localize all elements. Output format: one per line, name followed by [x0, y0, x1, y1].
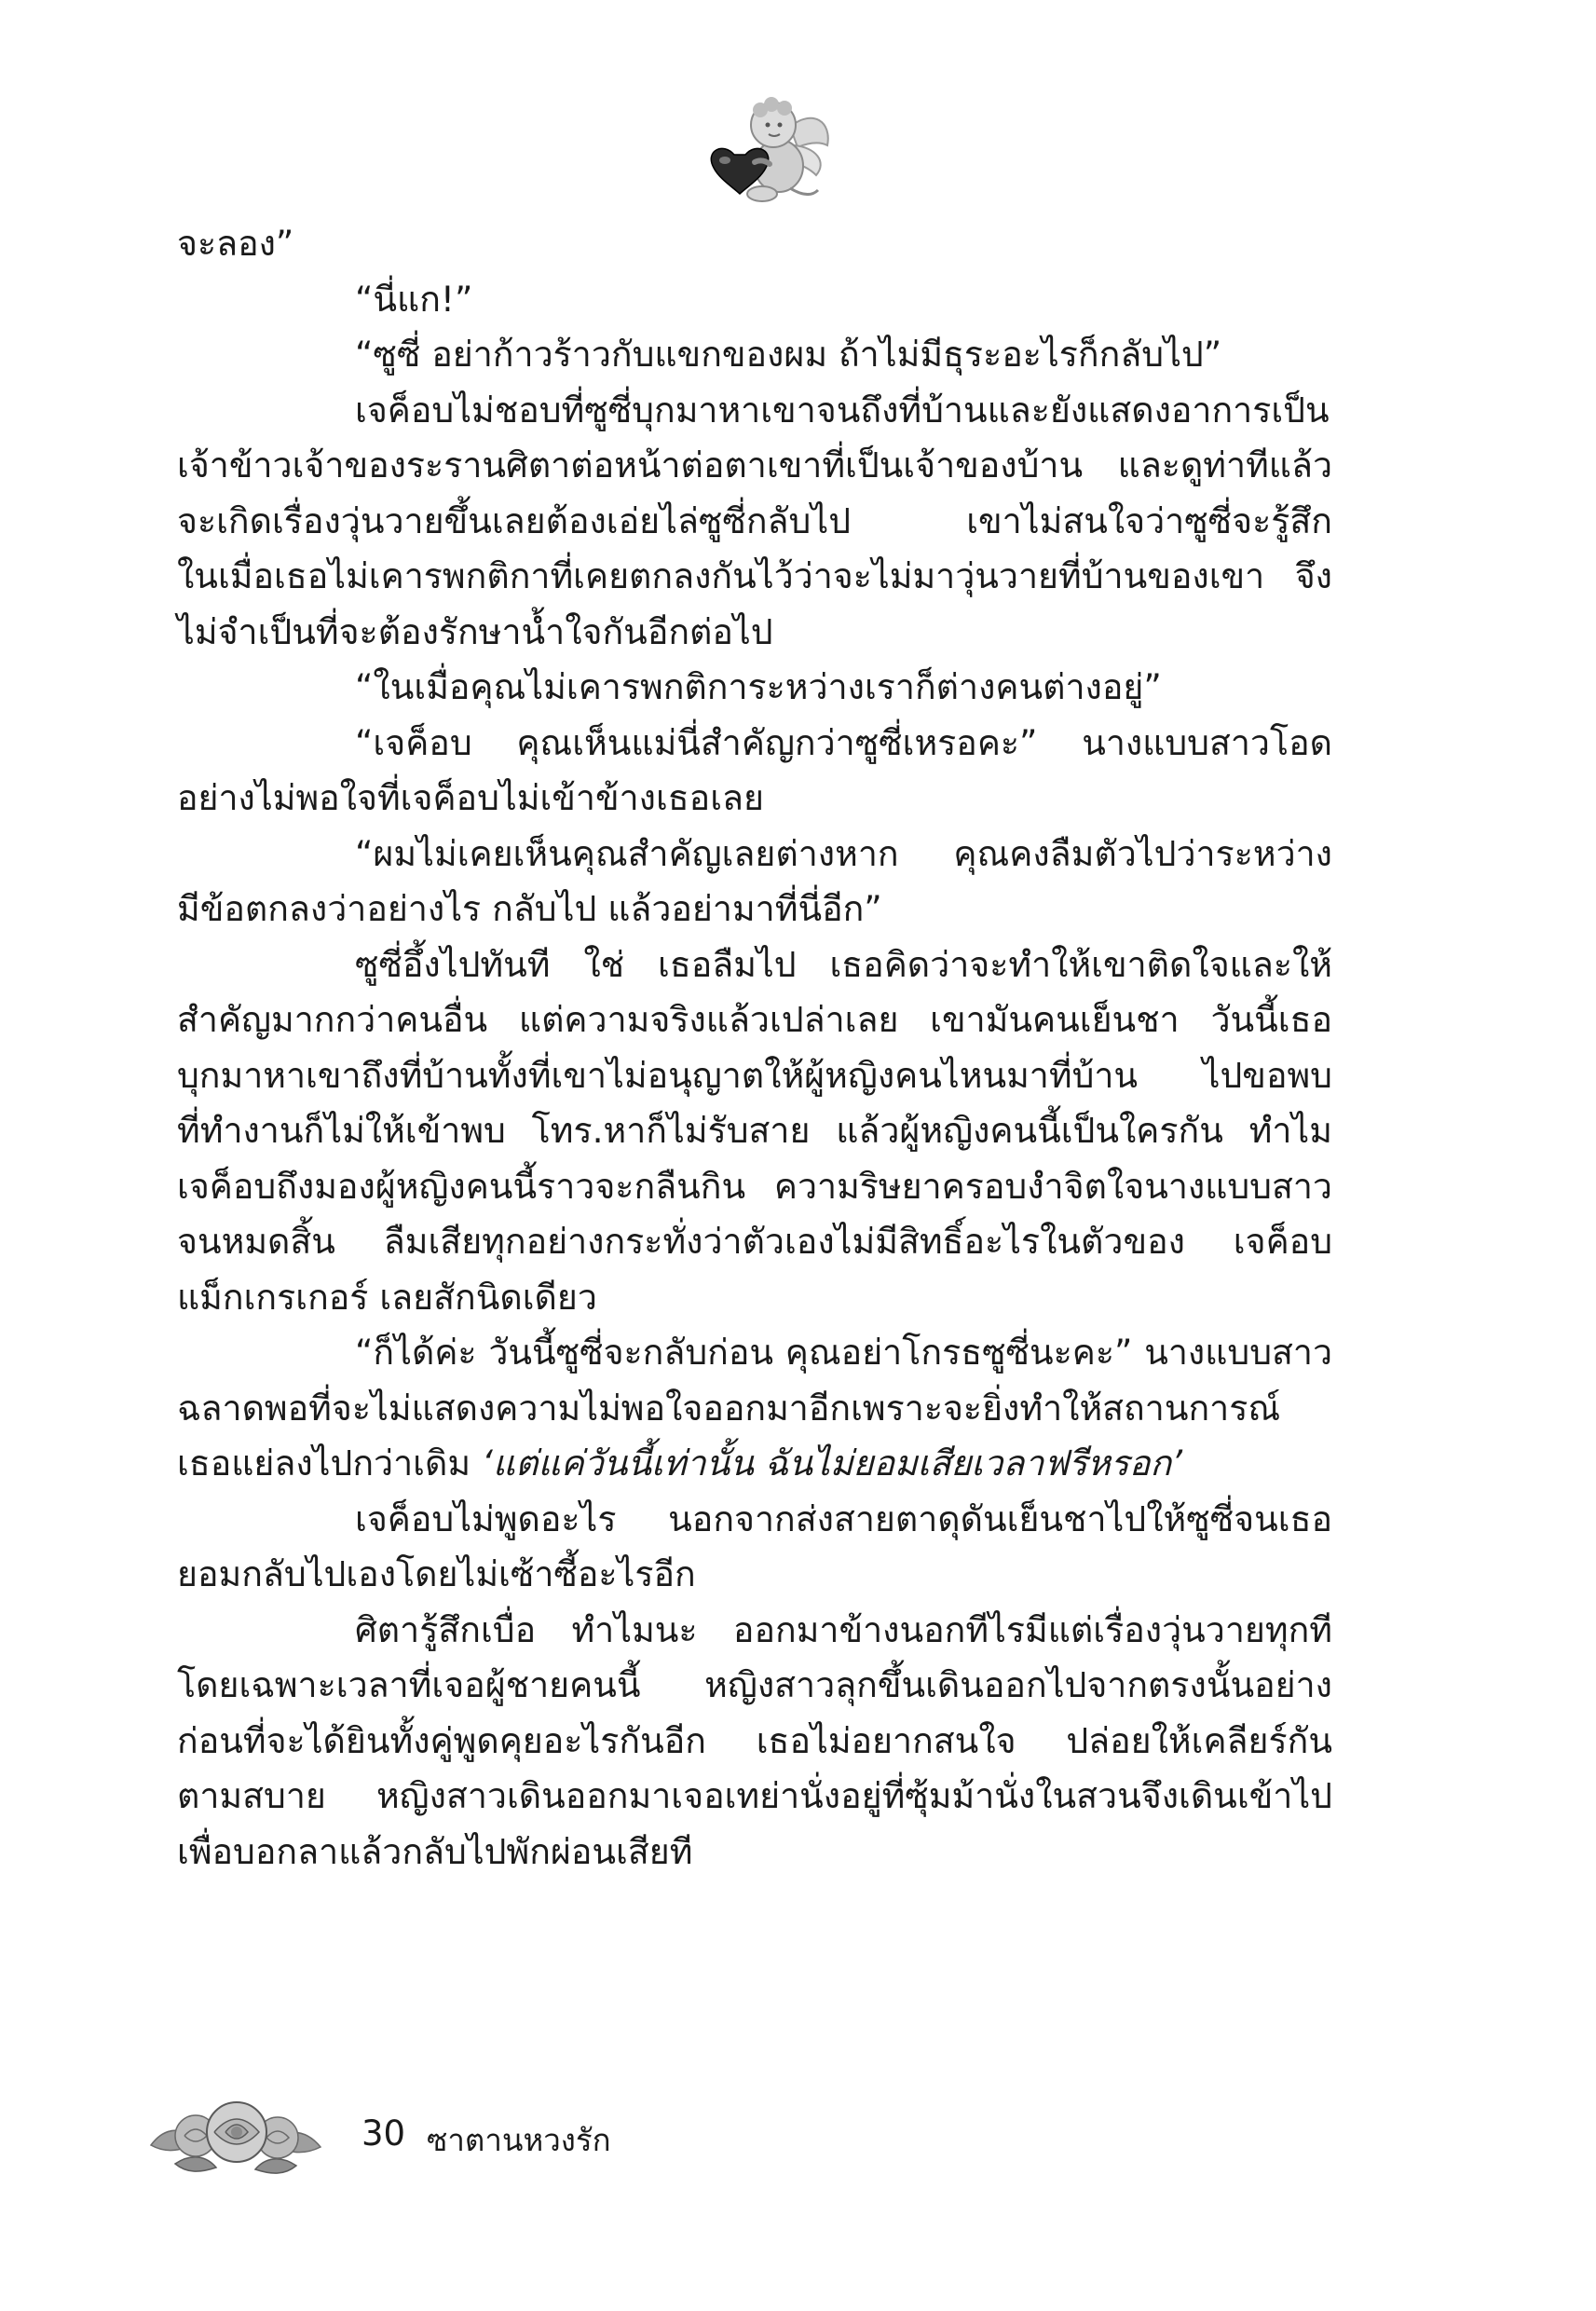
text-line	[177, 1325, 1332, 1381]
text-line	[177, 1769, 1332, 1825]
text-line	[177, 882, 1332, 937]
text-line-content: “ซูซี่ อย่าก้าวร้าวกับแขกของผม ถ้าไม่มีธุระอะไรก็กลับไป”	[355, 334, 1222, 375]
text-line	[177, 327, 1332, 383]
text-line-content: บุกมาหาเขาถึงที่บ้านทั้งที่เขาไม่อนุญาตให้ผู้หญิงคนไหนมาที่บ้าน ไปขอพบ	[177, 1054, 1332, 1096]
text-line	[177, 494, 1332, 550]
text-line-content: จะลอง”	[177, 223, 294, 264]
text-line	[177, 1547, 1332, 1603]
text-line	[177, 1492, 1332, 1548]
text-line-content: เพื่อบอกลาแล้วกลับไปพักผ่อนเสียที	[177, 1830, 693, 1872]
rose-bouquet-icon	[147, 2087, 324, 2181]
text-line-content: เจ้าข้าวเจ้าของระรานศิตาต่อหน้าต่อตาเขาที่เป็นเจ้าของบ้าน และดูท่าทีแล้ว	[177, 444, 1332, 485]
text-line	[177, 1103, 1332, 1159]
body-text	[177, 216, 1332, 1880]
text-line-content: เจค็อบไม่ชอบที่ซูซี่บุกมาหาเขาจนถึงที่บ้านและยังแสดงอาการเป็น	[355, 389, 1330, 431]
text-line	[177, 438, 1332, 494]
cupid-with-heart-icon	[697, 89, 837, 211]
text-line-content: แม็กเกรเกอร์ เลยสักนิดเดียว	[177, 1276, 597, 1318]
text-line	[177, 605, 1332, 661]
text-line-content: ก่อนที่จะได้ยินทั้งคู่พูดคุยอะไรกันอีก เธอไม่อยากสนใจ ปล่อยให้เคลียร์กัน	[177, 1719, 1332, 1761]
text-line-content: ในเมื่อเธอไม่เคารพกติกาที่เคยตกลงกันไว้ว่าจะไม่มาวุ่นวายที่บ้านของเขา จึง	[177, 555, 1332, 596]
text-line	[177, 216, 1332, 272]
text-line	[177, 1603, 1332, 1659]
text-line-content: เจค็อบถึงมองผู้หญิงคนนี้ราวจะกลืนกิน ความริษยาครอบงำจิตใจนางแบบสาว	[177, 1165, 1332, 1207]
text-line-content: อย่างไม่พอใจที่เจค็อบไม่เข้าข้างเธอเลย	[177, 777, 764, 818]
text-line	[177, 716, 1332, 772]
text-line	[177, 1436, 1332, 1492]
text-line-content: ตามสบาย หญิงสาวเดินออกมาเจอเทย่านั่งอยู่ที่ซุ้มม้านั่งในสวนจึงเดินเข้าไป	[177, 1775, 1332, 1816]
page-number: 30	[361, 2113, 406, 2154]
text-line-content: ไม่จำเป็นที่จะต้องรักษาน้ำใจกันอีกต่อไป	[177, 610, 773, 652]
text-line	[177, 660, 1332, 716]
text-line-content: เจค็อบไม่พูดอะไร นอกจากส่งสายตาดุดันเย็นชาไปให้ซูซี่จนเธอ	[355, 1497, 1332, 1539]
italic-thought: ‘แต่แค่วันนี้เท่านั้น ฉันไม่ยอมเสียเวลาฟรีหรอก’	[481, 1443, 1183, 1484]
text-line	[177, 827, 1332, 882]
text-line-content: “ก็ได้ค่ะ วันนี้ซูซี่จะกลับก่อน คุณอย่าโกรธซูซี่นะคะ” นางแบบสาว	[355, 1332, 1332, 1373]
text-line	[177, 1381, 1332, 1437]
text-line	[177, 771, 1332, 827]
text-line	[177, 1825, 1332, 1880]
text-line-content: โดยเฉพาะเวลาที่เจอผู้ชายคนนี้ หญิงสาวลุกขึ้นเดินออกไปจากตรงนั้นอย่าง	[177, 1664, 1332, 1705]
text-line	[177, 1270, 1332, 1326]
text-line-content: ที่ทำงานก็ไม่ให้เข้าพบ โทร.หาก็ไม่รับสาย แล้วผู้หญิงคนนี้เป็นใครกัน ทำไม	[177, 1110, 1332, 1151]
text-line-content: “นี่แก!”	[355, 278, 473, 320]
text-line-content: “เจค็อบ คุณเห็นแม่นี่สำคัญกว่าซูซี่เหรอคะ” นางแบบสาวโอด	[355, 721, 1332, 763]
text-line-content: ศิตารู้สึกเบื่อ ทำไมนะ ออกมาข้างนอกทีไรมีแต่เรื่องวุ่นวายทุกที	[355, 1608, 1332, 1650]
text-line	[177, 1159, 1332, 1215]
text-line	[177, 549, 1332, 605]
book-title: ซาตานหวงรัก	[427, 2122, 611, 2158]
text-line	[177, 937, 1332, 993]
text-line	[177, 1048, 1332, 1104]
text-line-content: “ผมไม่เคยเห็นคุณสำคัญเลยต่างหาก คุณคงลืมตัวไปว่าระหว่าง	[355, 832, 1332, 874]
text-line	[177, 272, 1332, 328]
text-line-content: เธอแย่ลงไปกว่าเดิม	[177, 1443, 471, 1484]
text-line	[177, 992, 1332, 1048]
text-line-content: จะเกิดเรื่องวุ่นวายขึ้นเลยต้องเอ่ยไล่ซูซี่กลับไป เขาไม่สนใจว่าซูซี่จะรู้สึก	[177, 499, 1332, 541]
text-line-content: สำคัญมากกว่าคนอื่น แต่ความจริงแล้วเปล่าเลย เขามันคนเย็นชา วันนี้เธอ	[177, 999, 1332, 1040]
page-footer	[147, 2087, 799, 2190]
text-line	[177, 383, 1332, 439]
text-line	[177, 1214, 1332, 1270]
text-line-content: ฉลาดพอที่จะไม่แสดงความไม่พอใจออกมาอีกเพราะจะยิ่งทำให้สถานการณ์	[177, 1387, 1281, 1429]
text-line	[177, 1714, 1332, 1770]
text-line-content: ซูซี่อึ้งไปทันที ใช่ เธอลืมไป เธอคิดว่าจะทำให้เขาติดใจและให้	[355, 943, 1332, 985]
text-line-content: จนหมดสิ้น ลืมเสียทุกอย่างกระทั่งว่าตัวเองไม่มีสิทธิ์อะไรในตัวของ เจค็อบ	[177, 1221, 1332, 1262]
text-line-content: ยอมกลับไปเองโดยไม่เซ้าซี้อะไรอีก	[177, 1553, 696, 1594]
text-line-content: “ในเมื่อคุณไม่เคารพกติการะหว่างเราก็ต่างคนต่างอยู่”	[355, 666, 1162, 707]
text-line-content: มีข้อตกลงว่าอย่างไร กลับไป แล้วอย่ามาที่นี่อีก”	[177, 888, 882, 929]
text-line	[177, 1658, 1332, 1714]
